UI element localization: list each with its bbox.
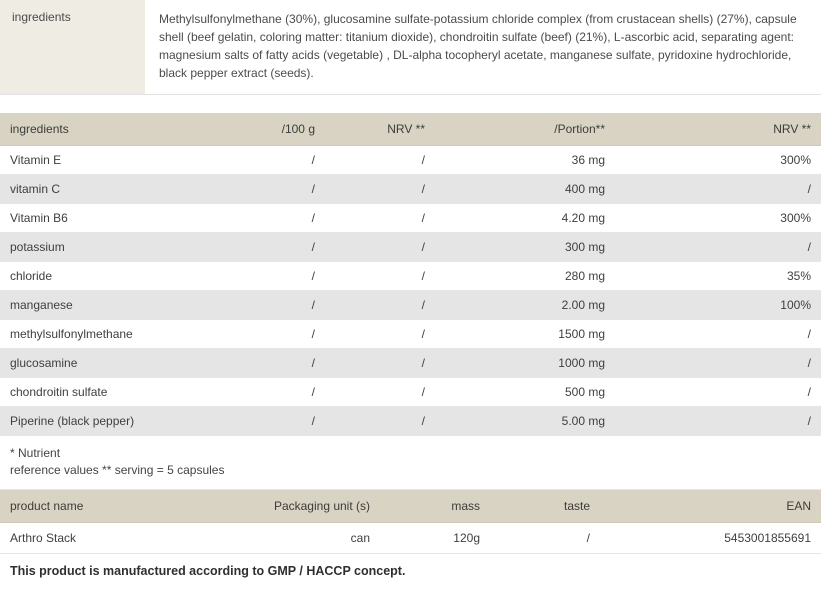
product-mass: 120g: [380, 523, 490, 554]
nutrient-per-100g: /: [145, 233, 325, 262]
nutrient-per-100g: /: [145, 349, 325, 378]
ingredients-label: ingredients: [0, 0, 145, 95]
nutrition-header-ingredients: ingredients: [0, 113, 145, 146]
table-row: [0, 407, 821, 436]
table-row: [0, 204, 821, 233]
table-row: [0, 291, 821, 320]
nutrient-nrv-100g: /: [325, 175, 435, 204]
spacer-cell: [0, 95, 821, 113]
footnote-line-1: * Nutrient: [10, 446, 60, 460]
table-row: [0, 175, 821, 204]
nutrient-per-portion: 36 mg: [435, 146, 615, 175]
nutrient-name: chondroitin sulfate: [0, 378, 145, 407]
nutrient-name: manganese: [0, 291, 145, 320]
nutrient-nrv-portion: /: [615, 233, 821, 262]
table-row: [0, 320, 821, 349]
nutrient-per-100g: /: [145, 407, 325, 436]
nutrient-name: Piperine (black pepper): [0, 407, 145, 436]
product-taste: /: [490, 523, 600, 554]
nutrient-nrv-100g: /: [325, 233, 435, 262]
nutrient-per-portion: 4.20 mg: [435, 204, 615, 233]
ingredients-declaration-table: [0, 0, 821, 95]
nutrient-per-portion: 500 mg: [435, 378, 615, 407]
nutrient-per-portion: 1000 mg: [435, 349, 615, 378]
nutrient-nrv-portion: /: [615, 175, 821, 204]
nutrient-nrv-100g: /: [325, 349, 435, 378]
nutrient-name: glucosamine: [0, 349, 145, 378]
table-row: [0, 233, 821, 262]
product-header-taste: taste: [490, 490, 600, 523]
nutrition-table: [0, 113, 821, 490]
nutrient-nrv-portion: /: [615, 378, 821, 407]
nutrient-nrv-100g: /: [325, 407, 435, 436]
ingredients-declaration-row: [0, 0, 821, 95]
nutrition-header-per-100g: /100 g: [145, 113, 325, 146]
nutrient-nrv-100g: /: [325, 291, 435, 320]
product-header-name: product name: [0, 490, 145, 523]
ingredients-text: Methylsulfonylmethane (30%), glucosamine sulfate-potassium chloride complex (from crustacean shells) (27%), capsule shell (beef gelatin, coloring matter: titanium dioxide), chondroitin sulfate (beef) (21%), L-ascorbic acid, separating agent: magnesium salts of fatty acids (vegetable) , DL-alpha tocopheryl acetate, manganese sulfate, pyridoxine hydrochloride, black pepper extract (seeds).: [145, 0, 821, 95]
nutrition-header-row: [0, 113, 821, 146]
nutrient-per-portion: 5.00 mg: [435, 407, 615, 436]
nutrient-per-portion: 280 mg: [435, 262, 615, 291]
product-ean: 5453001855691: [600, 523, 821, 554]
nutrient-per-100g: /: [145, 146, 325, 175]
nutrient-per-100g: /: [145, 320, 325, 349]
nutrient-nrv-portion: /: [615, 320, 821, 349]
nutrient-per-portion: 1500 mg: [435, 320, 615, 349]
nutrient-nrv-100g: /: [325, 146, 435, 175]
nutrition-header-per-portion: /Portion**: [435, 113, 615, 146]
product-header-mass: mass: [380, 490, 490, 523]
nutrient-nrv-portion: 35%: [615, 262, 821, 291]
table-row: [0, 378, 821, 407]
nutrient-name: chloride: [0, 262, 145, 291]
spacer-table: [0, 95, 821, 113]
nutrient-per-portion: 2.00 mg: [435, 291, 615, 320]
nutrient-nrv-100g: /: [325, 320, 435, 349]
nutrient-nrv-portion: 300%: [615, 204, 821, 233]
nutrient-nrv-100g: /: [325, 378, 435, 407]
gmp-note: This product is manufactured according to GMP / HACCP concept.: [0, 554, 821, 590]
nutrition-footnote-row: [0, 436, 821, 490]
nutrient-name: potassium: [0, 233, 145, 262]
nutrition-footnote: [0, 436, 821, 490]
gmp-note-row: [0, 554, 821, 590]
nutrient-name: methylsulfonylmethane: [0, 320, 145, 349]
nutrient-name: Vitamin E: [0, 146, 145, 175]
nutrient-per-portion: 300 mg: [435, 233, 615, 262]
nutrient-nrv-portion: /: [615, 407, 821, 436]
nutrient-per-100g: /: [145, 204, 325, 233]
table-row: [0, 349, 821, 378]
nutrient-nrv-portion: 100%: [615, 291, 821, 320]
product-header-ean: EAN: [600, 490, 821, 523]
table-row: [0, 523, 821, 554]
nutrient-nrv-100g: /: [325, 204, 435, 233]
nutrient-per-100g: /: [145, 378, 325, 407]
table-row: [0, 262, 821, 291]
nutrient-nrv-portion: 300%: [615, 146, 821, 175]
product-table: [0, 490, 821, 590]
product-header-packaging: Packaging unit (s): [145, 490, 380, 523]
nutrient-per-portion: 400 mg: [435, 175, 615, 204]
nutrition-header-nrv-100g: NRV **: [325, 113, 435, 146]
footnote-line-2: reference values ** serving = 5 capsules: [10, 463, 224, 477]
nutrient-nrv-portion: /: [615, 349, 821, 378]
table-row: [0, 146, 821, 175]
nutrient-per-100g: /: [145, 291, 325, 320]
product-header-row: [0, 490, 821, 523]
spacer-row: [0, 95, 821, 113]
nutrient-name: vitamin C: [0, 175, 145, 204]
nutrient-per-100g: /: [145, 262, 325, 291]
nutrient-per-100g: /: [145, 175, 325, 204]
nutrient-nrv-100g: /: [325, 262, 435, 291]
product-packaging-unit: can: [145, 523, 380, 554]
product-name: Arthro Stack: [0, 523, 145, 554]
nutrition-header-nrv-portion: NRV **: [615, 113, 821, 146]
nutrient-name: Vitamin B6: [0, 204, 145, 233]
